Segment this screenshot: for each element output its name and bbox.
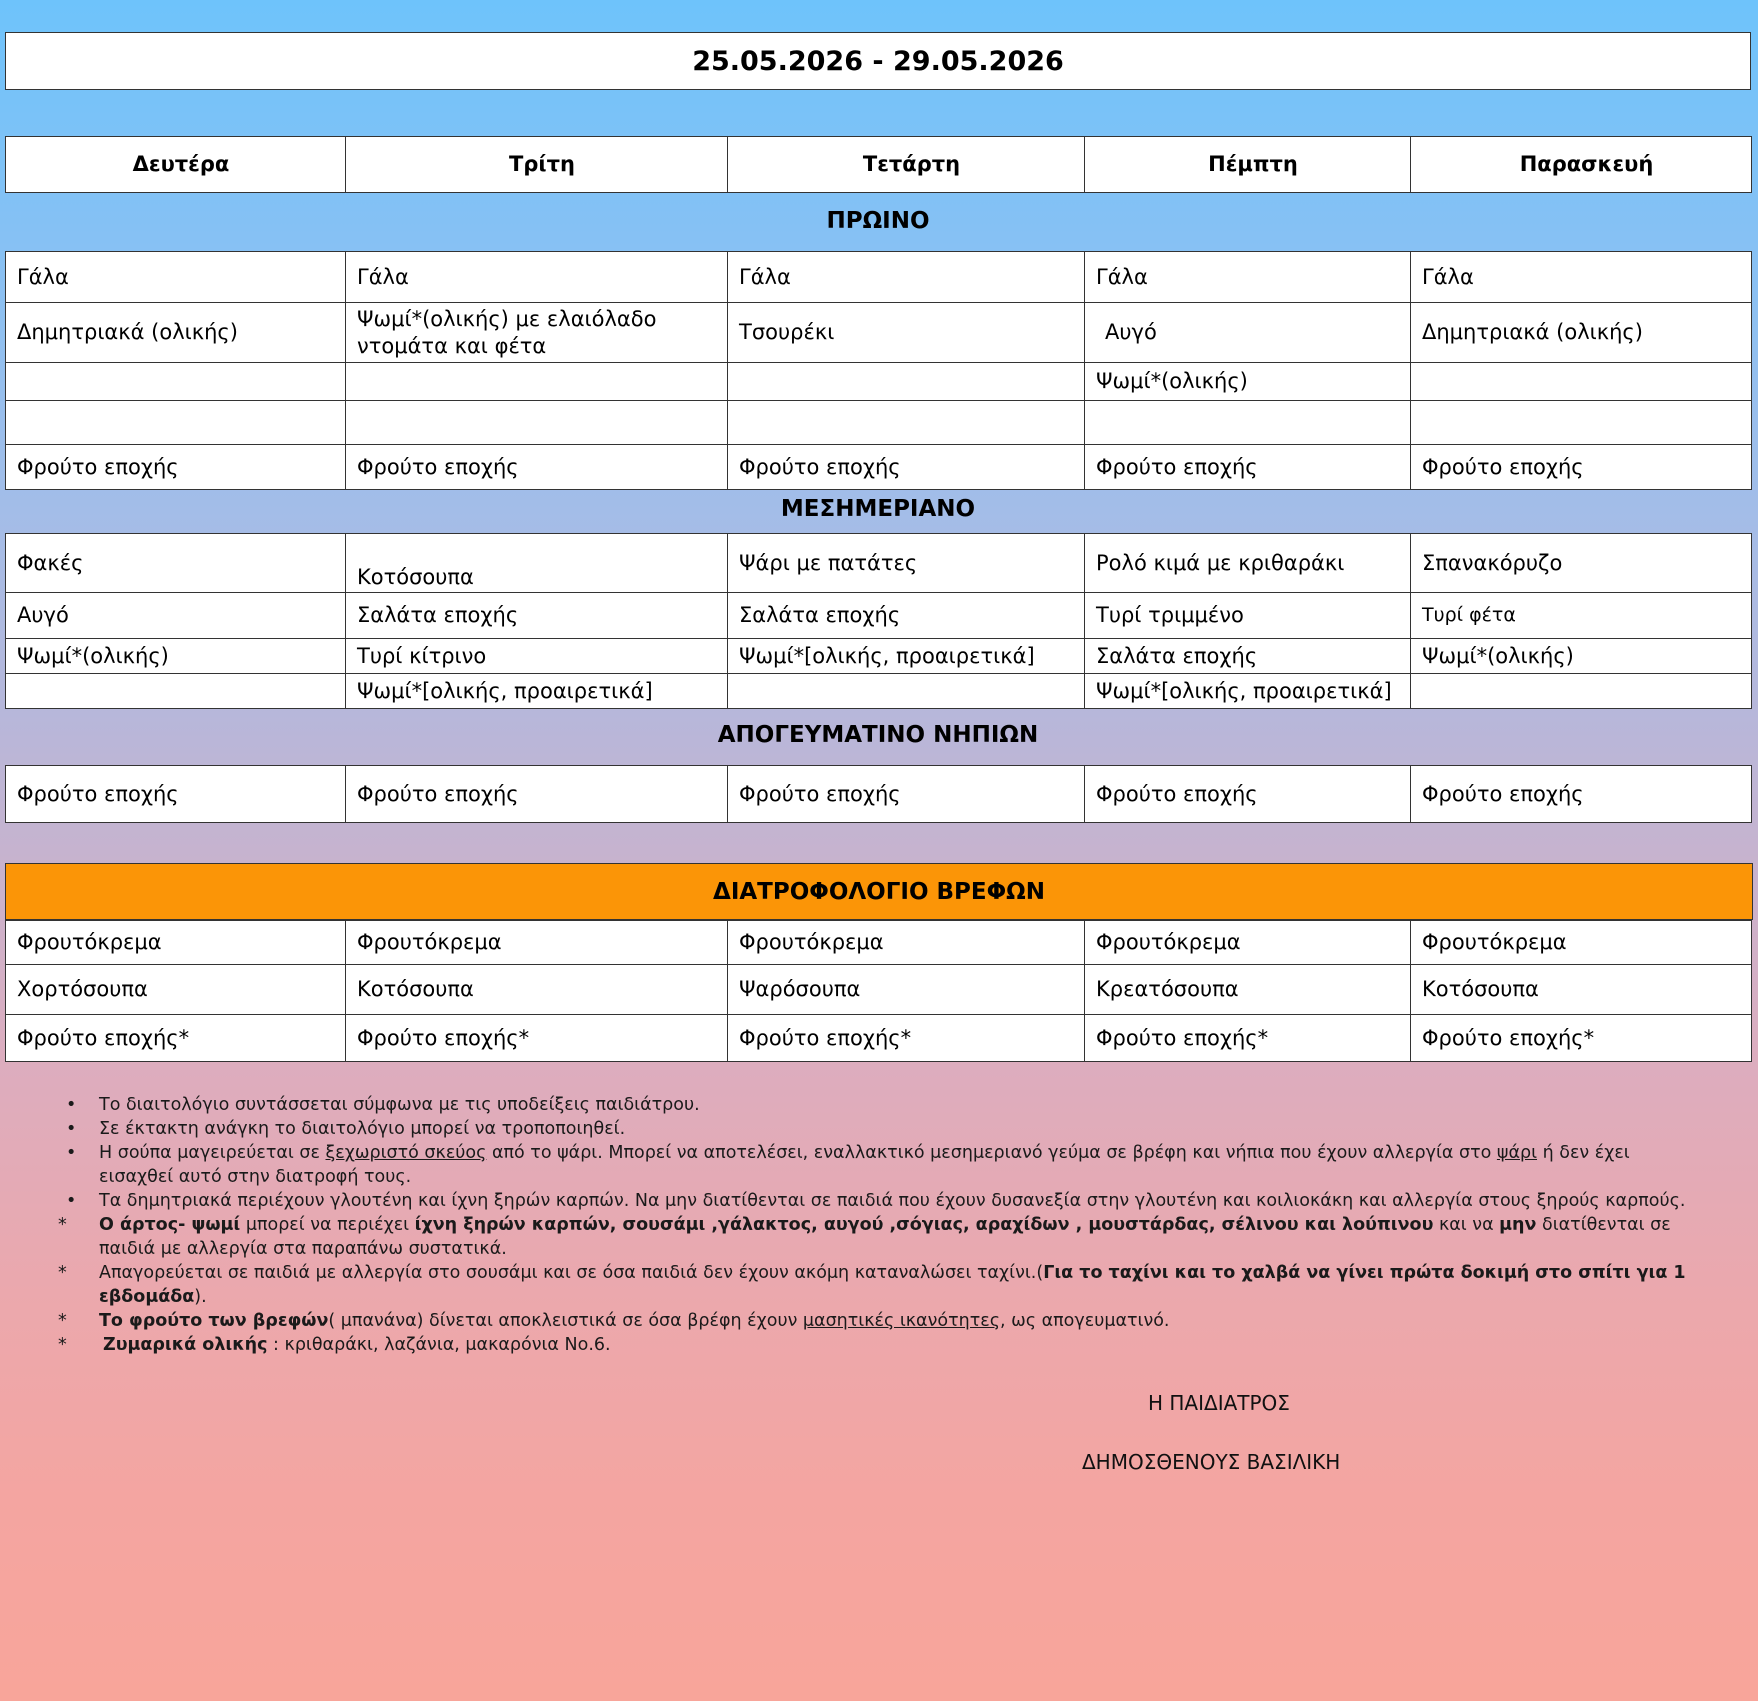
table-cell: Δημητριακά (ολικής): [1411, 303, 1752, 363]
table-cell: Φρούτο εποχής: [728, 445, 1085, 490]
table-row: [6, 766, 1752, 823]
table-cell: [728, 363, 1085, 401]
lunch-table: [5, 533, 1752, 709]
table-cell: Φρουτόκρεμα: [1411, 921, 1752, 965]
note-bold: ίχνη ξηρών καρπών, σουσάμι ,γάλακτος, αυγού ,σόγιας, αραχίδων , μουστάρδας, σέλινου και λούπινου: [414, 1215, 1434, 1235]
table-cell: [346, 363, 728, 401]
table-cell: Φρούτο εποχής: [1411, 445, 1752, 490]
note-text: Η σούπα μαγειρεύεται σε: [99, 1143, 326, 1163]
table-row: [6, 593, 1752, 639]
table-cell: Ψωμί*(ολικής): [1411, 639, 1752, 674]
note-text: Σε έκτακτη ανάγκη το διαιτολόγιο μπορεί να τροποποιηθεί.: [99, 1119, 626, 1139]
cell-line: Ψωμί*(ολικής) με ελαιόλαδο: [357, 306, 657, 331]
bullet-icon: •: [66, 1119, 77, 1139]
note-item: [64, 1141, 1704, 1189]
table-row: [6, 674, 1752, 709]
table-cell: Φρούτο εποχής: [1085, 766, 1411, 823]
table-cell: [346, 401, 728, 445]
table-cell: Φρούτο εποχής: [728, 766, 1085, 823]
afternoon-table: [5, 765, 1752, 823]
note-item: [64, 1189, 1704, 1213]
table-cell: Φρούτο εποχής*: [346, 1015, 728, 1062]
table-row: [6, 252, 1752, 303]
asterisk-icon: *: [58, 1335, 67, 1355]
note-bold: μην: [1499, 1215, 1537, 1235]
table-cell: [1411, 363, 1752, 401]
table-row: [6, 445, 1752, 490]
table-cell: Γάλα: [1411, 252, 1752, 303]
note-text: ή δεν έχει εισαχθεί αυτό στην διατροφή τους.: [99, 1143, 1630, 1187]
bullet-icon: •: [66, 1191, 77, 1211]
note-text: Τα δημητριακά περιέχουν γλουτένη και ίχνη ξηρών καρπών. Να μην διατίθενται σε παιδιά που έχουν δυσανεξία στην γλουτένη και κοιλιοκάκη και αλλεργία στους ξηρούς καρπούς.: [99, 1191, 1686, 1211]
table-row: [6, 921, 1752, 965]
note-text: ).: [194, 1287, 207, 1307]
asterisk-icon: *: [58, 1215, 67, 1235]
table-row: [6, 363, 1752, 401]
note-text: , ως απογευματινό.: [999, 1311, 1170, 1331]
note-bold: Για το ταχίνι και το χαλβά να γίνει πρώτα δοκιμή στο σπίτι για 1 εβδομάδα: [99, 1263, 1686, 1307]
table-cell: Αυγό: [1085, 303, 1411, 363]
table-cell: Τυρί κίτρινο: [346, 639, 728, 674]
note-text: μπορεί να περιέχει: [240, 1215, 415, 1235]
notes-list: [58, 1093, 1704, 1357]
table-cell: Δημητριακά (ολικής): [6, 303, 346, 363]
note-text: από το ψάρι. Μπορεί να αποτελέσει, εναλλακτικό μεσημεριανό γεύμα σε βρέφη και νήπια που έχουν αλλεργία στο: [486, 1143, 1497, 1163]
table-row: [6, 303, 1752, 363]
note-bold: Το φρούτο των βρεφών: [99, 1311, 329, 1331]
note-item: [58, 1261, 1704, 1309]
date-range-title: 25.05.2026 - 29.05.2026: [5, 32, 1751, 90]
table-cell: Γάλα: [728, 252, 1085, 303]
table-cell: Γάλα: [1085, 252, 1411, 303]
table-cell: Φρουτόκρεμα: [346, 921, 728, 965]
table-cell: Φρουτόκρεμα: [1085, 921, 1411, 965]
asterisk-icon: *: [58, 1311, 67, 1331]
note-text: Απαγορεύεται σε παιδιά με αλλεργία στο σουσάμι και σε όσα παιδιά δεν έχουν ακόμη καταναλώσει ταχίνι.(: [99, 1263, 1044, 1283]
table-cell: Ψωμί*[ολικής, προαιρετικά]: [1085, 674, 1411, 709]
table-cell: Κρεατόσουπα: [1085, 965, 1411, 1015]
note-underline: ξεχωριστό σκεύος: [325, 1143, 487, 1163]
note-text: διατίθενται σε παιδιά με αλλεργία στα παραπάνω συστατικά.: [99, 1215, 1671, 1259]
table-cell: [6, 674, 346, 709]
table-cell: Φρούτο εποχής: [6, 445, 346, 490]
note-bold: Ο άρτος- ψωμί: [99, 1215, 241, 1235]
asterisk-icon: *: [58, 1263, 67, 1283]
table-row: [6, 1015, 1752, 1062]
note-item: [58, 1213, 1704, 1261]
table-row: [6, 965, 1752, 1015]
table-cell: Σαλάτα εποχής: [1085, 639, 1411, 674]
table-cell: Ψάρι με πατάτες: [728, 534, 1085, 593]
table-cell: Φρούτο εποχής*: [1085, 1015, 1411, 1062]
table-cell: Φρούτο εποχής*: [1411, 1015, 1752, 1062]
day-header-friday: Παρασκευή: [1411, 137, 1752, 193]
note-item: [58, 1333, 1704, 1357]
table-cell: Φρούτο εποχής: [346, 766, 728, 823]
bullet-icon: •: [66, 1095, 77, 1115]
table-cell: Χορτόσουπα: [6, 965, 346, 1015]
table-cell: [1411, 401, 1752, 445]
table-cell: Φακές: [6, 534, 346, 593]
signature-name: ΔΗΜΟΣΘΕΝΟΥΣ ΒΑΣΙΛΙΚΗ: [1082, 1450, 1341, 1474]
table-row: [6, 534, 1752, 593]
bullet-icon: •: [66, 1143, 77, 1163]
table-cell: Γάλα: [6, 252, 346, 303]
table-cell: [728, 401, 1085, 445]
note-bold: Ζυμαρικά ολικής: [103, 1335, 268, 1355]
table-cell: Σαλάτα εποχής: [728, 593, 1085, 639]
table-cell: Φρούτο εποχής*: [728, 1015, 1085, 1062]
section-title-infants: ΔΙΑΤΡΟΦΟΛΟΓΙΟ ΒΡΕΦΩΝ: [5, 863, 1753, 920]
table-cell-multiline: [346, 303, 728, 363]
note-item: [64, 1117, 1704, 1141]
table-cell: Κοτόσουπα: [346, 534, 728, 593]
table-cell: Ψωμί*[ολικής, προαιρετικά]: [346, 674, 728, 709]
cell-line: ντομάτα και φέτα: [357, 333, 547, 358]
table-cell: Τσουρέκι: [728, 303, 1085, 363]
note-text: : κριθαράκι, λαζάνια, μακαρόνια Νο.6.: [267, 1335, 611, 1355]
infants-table: [5, 920, 1752, 1062]
note-underline: ψάρι: [1496, 1143, 1538, 1163]
breakfast-table: [5, 251, 1752, 490]
table-cell: Τυρί τριμμένο: [1085, 593, 1411, 639]
table-cell: Τυρί φέτα: [1411, 593, 1752, 639]
table-row: [6, 639, 1752, 674]
day-header-monday: Δευτέρα: [6, 137, 346, 193]
table-cell: Σαλάτα εποχής: [346, 593, 728, 639]
table-cell: Φρούτο εποχής*: [6, 1015, 346, 1062]
table-cell: Σπανακόρυζο: [1411, 534, 1752, 593]
table-cell: Ρολό κιμά με κριθαράκι: [1085, 534, 1411, 593]
table-cell: [1411, 674, 1752, 709]
note-text: ( μπανάνα) δίνεται αποκλειστικά σε όσα βρέφη έχουν: [328, 1311, 803, 1331]
note-underline: μασητικές ικανότητες: [802, 1311, 1000, 1331]
table-cell: Κοτόσουπα: [1411, 965, 1752, 1015]
table-cell: Αυγό: [6, 593, 346, 639]
table-cell: [1085, 401, 1411, 445]
table-row: [6, 401, 1752, 445]
day-header-thursday: Πέμπτη: [1085, 137, 1411, 193]
signature-role: Η ΠΑΙΔΙΑΤΡΟΣ: [1148, 1391, 1290, 1415]
table-cell: Ψωμί*[ολικής, προαιρετικά]: [728, 639, 1085, 674]
table-cell: Γάλα: [346, 252, 728, 303]
table-cell: [728, 674, 1085, 709]
table-cell: Φρούτο εποχής: [6, 766, 346, 823]
day-header-wednesday: Τετάρτη: [728, 137, 1085, 193]
day-header-tuesday: Τρίτη: [346, 137, 728, 193]
table-cell: [6, 363, 346, 401]
table-cell: Κοτόσουπα: [346, 965, 728, 1015]
note-item: [64, 1093, 1704, 1117]
table-cell: Φρουτόκρεμα: [6, 921, 346, 965]
note-text: και να: [1433, 1215, 1500, 1235]
table-cell: Ψαρόσουπα: [728, 965, 1085, 1015]
table-cell: Ψωμί*(ολικής): [6, 639, 346, 674]
section-title-afternoon: ΑΠΟΓΕΥΜΑΤΙΝΟ ΝΗΠΙΩΝ: [717, 722, 1039, 748]
note-item: [58, 1309, 1704, 1333]
section-title-lunch: ΜΕΣΗΜΕΡΙΑΝΟ: [780, 496, 976, 522]
table-cell: Φρούτο εποχής: [1085, 445, 1411, 490]
section-title-breakfast: ΠΡΩΙΝΟ: [826, 208, 930, 234]
table-cell: Φρούτο εποχής: [1411, 766, 1752, 823]
table-cell: Φρούτο εποχής: [346, 445, 728, 490]
table-cell: Φρουτόκρεμα: [728, 921, 1085, 965]
table-cell: Ψωμί*(ολικής): [1085, 363, 1411, 401]
days-header-table: [5, 136, 1752, 193]
note-text: Το διαιτολόγιο συντάσσεται σύμφωνα με τις υποδείξεις παιδιάτρου.: [99, 1095, 700, 1115]
table-cell: [6, 401, 346, 445]
